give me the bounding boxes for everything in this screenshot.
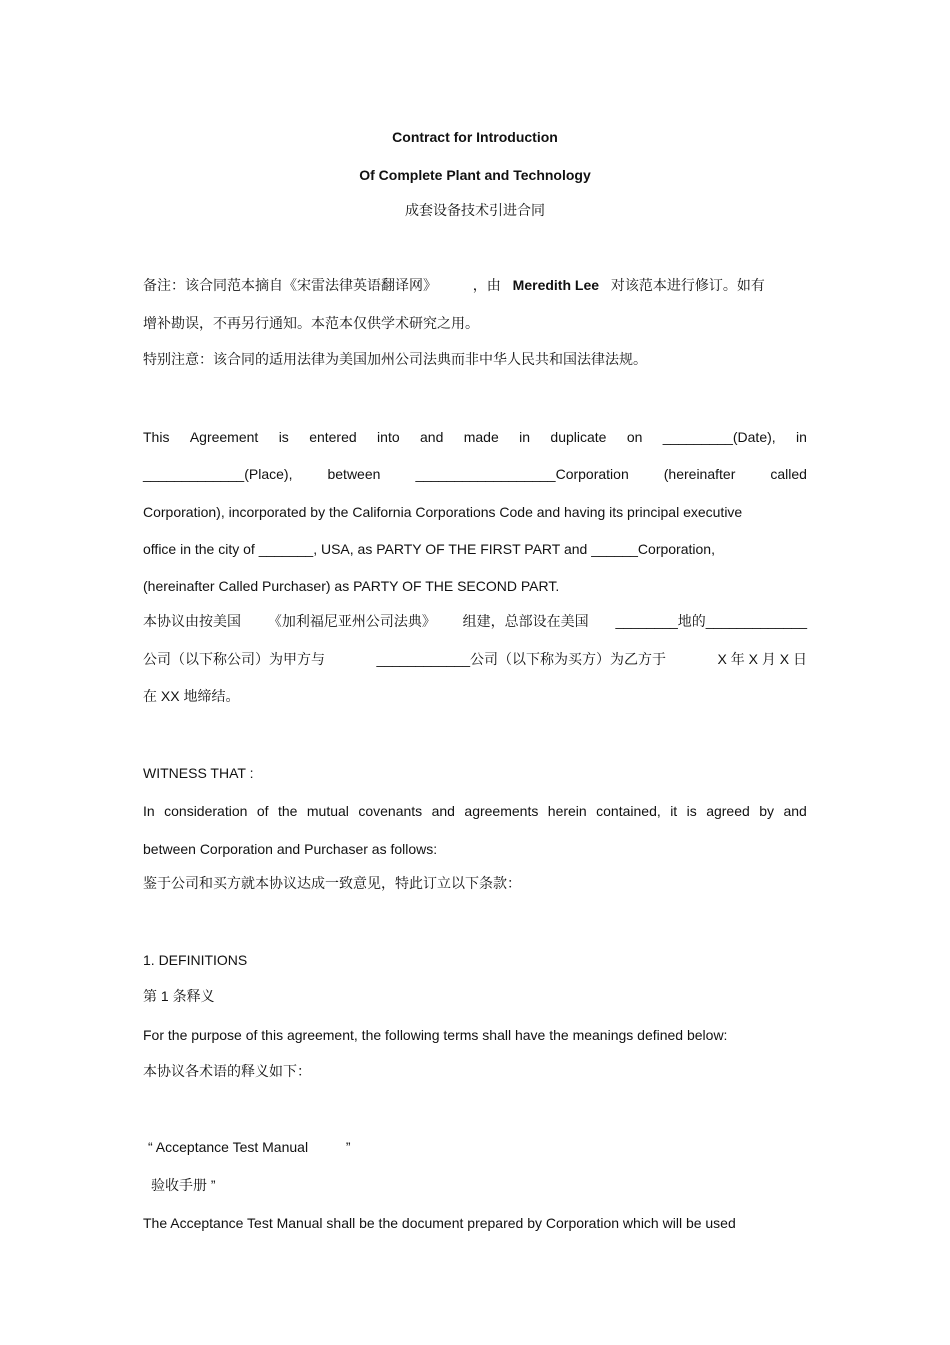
agreement-line-1-word: on [626, 429, 643, 445]
witness-line-1-word: consideration [164, 803, 248, 819]
term-acceptance-test-manual [148, 1138, 351, 1156]
note-source: 备注：该合同范本摘自《宋雷法律英语翻译网》 [143, 277, 437, 293]
agreement-line-4: office in the city of _______, USA, as PARTY OF THE FIRST PART and ______Corporation, [143, 541, 715, 557]
witness-line-1-word: it [670, 803, 678, 819]
agreement-line-5: (hereinafter Called Purchaser) as PARTY OF THE SECOND PART. [143, 578, 560, 594]
witness-line-1-word: In [143, 803, 155, 819]
definitions-heading: 1. DEFINITIONS [143, 952, 248, 968]
agreement-zh-line-1-word: 《加利福尼亚州公司法典》 [267, 613, 436, 629]
agreement-line-1-word: in [796, 429, 807, 445]
agreement-line-2-word: between [327, 466, 381, 482]
agreement-zh-line-2 [143, 650, 807, 668]
note-by: ，由 [472, 277, 501, 293]
title-line-3-chinese: 成套设备技术引进合同 [405, 202, 545, 218]
agreement-line-3: Corporation), incorporated by the California Corporations Code and having its principal executive [143, 504, 743, 520]
witness-line-2: between Corporation and Purchaser as follows: [143, 841, 438, 857]
note-line-2: 增补勘误，不再另行通知。本范本仅供学术研究之用。 [143, 315, 479, 331]
title-line-1: Contract for Introduction [392, 129, 558, 145]
agreement-zh-line-1-word: 本协议由按美国 [143, 613, 241, 629]
witness-line-1 [143, 802, 807, 820]
note-line-3: 特别注意：该合同的适用法律为美国加州公司法典而非中华人民共和国法律法规。 [143, 351, 647, 367]
witness-line-1-word: and [783, 803, 807, 819]
agreement-line-1-word: _________(Date), [662, 429, 776, 445]
witness-line-1-word: of [256, 803, 269, 819]
witness-chinese: 鉴于公司和买方就本协议达成一致意见，特此订立以下条款： [143, 875, 521, 891]
agreement-zh-line-3: 在 XX 地缔结。 [143, 688, 240, 704]
agreement-line-2-word: __________________Corporation [415, 466, 629, 482]
witness-line-1-word: by [759, 803, 775, 819]
witness-line-1-word: agreed [706, 803, 750, 819]
agreement-line-1-word: is [278, 429, 289, 445]
witness-line-1-word: the [277, 803, 298, 819]
witness-line-1-word: covenants [358, 803, 423, 819]
witness-line-1-word: contained, [596, 803, 661, 819]
term-chinese: 验收手册 ” [151, 1177, 216, 1193]
agreement-line-2-word: (hereinafter [663, 466, 736, 482]
agreement-line-2-word: called [770, 466, 807, 482]
note-line-1 [143, 276, 765, 294]
term-close-quote: ” [345, 1139, 351, 1155]
agreement-line-2-word: _____________(Place), [143, 466, 293, 482]
agreement-line-1 [143, 428, 807, 446]
note-suffix: 对该范本进行修订。如有 [610, 277, 765, 293]
agreement-line-2 [143, 465, 807, 483]
agreement-line-1-word: made [463, 429, 499, 445]
agreement-line-1-word: entered [309, 429, 357, 445]
definitions-intro: For the purpose of this agreement, the following terms shall have the meanings defined below: [143, 1027, 728, 1043]
agreement-zh-line-1 [143, 612, 807, 630]
agreement-zh-line-1-word: ________地的_____________ [615, 613, 807, 629]
agreement-zh-line-2-word: 公司（以下称公司）为甲方与 [143, 651, 325, 667]
title-line-2: Of Complete Plant and Technology [359, 167, 591, 183]
witness-line-1-word: is [686, 803, 697, 819]
witness-heading: WITNESS THAT : [143, 765, 254, 781]
witness-line-1-word: mutual [306, 803, 349, 819]
agreement-line-1-word: This [143, 429, 170, 445]
term-english: “ Acceptance Test Manual [148, 1139, 309, 1155]
agreement-zh-line-2-word: ____________公司（以下称为买方）为乙方于 [376, 651, 666, 667]
witness-line-1-word: agreements [464, 803, 539, 819]
agreement-line-1-word: in [519, 429, 531, 445]
agreement-line-1-word: Agreement [189, 429, 259, 445]
agreement-zh-line-1-word: 组建，总部设在美国 [462, 613, 589, 629]
witness-line-1-word: and [431, 803, 455, 819]
definitions-intro-chinese: 本协议各术语的释义如下： [143, 1063, 311, 1079]
agreement-line-1-word: and [420, 429, 444, 445]
agreement-zh-line-2-word: X 年 X 月 X 日 [717, 651, 807, 667]
agreement-line-1-word: into [377, 429, 400, 445]
agreement-line-1-word: duplicate [550, 429, 607, 445]
term-definition: The Acceptance Test Manual shall be the document prepared by Corporation which will be used [143, 1215, 736, 1231]
note-reviser-name: Meredith Lee [512, 277, 600, 293]
witness-line-1-word: herein [547, 803, 587, 819]
definitions-heading-chinese: 第 1 条释义 [143, 988, 215, 1004]
